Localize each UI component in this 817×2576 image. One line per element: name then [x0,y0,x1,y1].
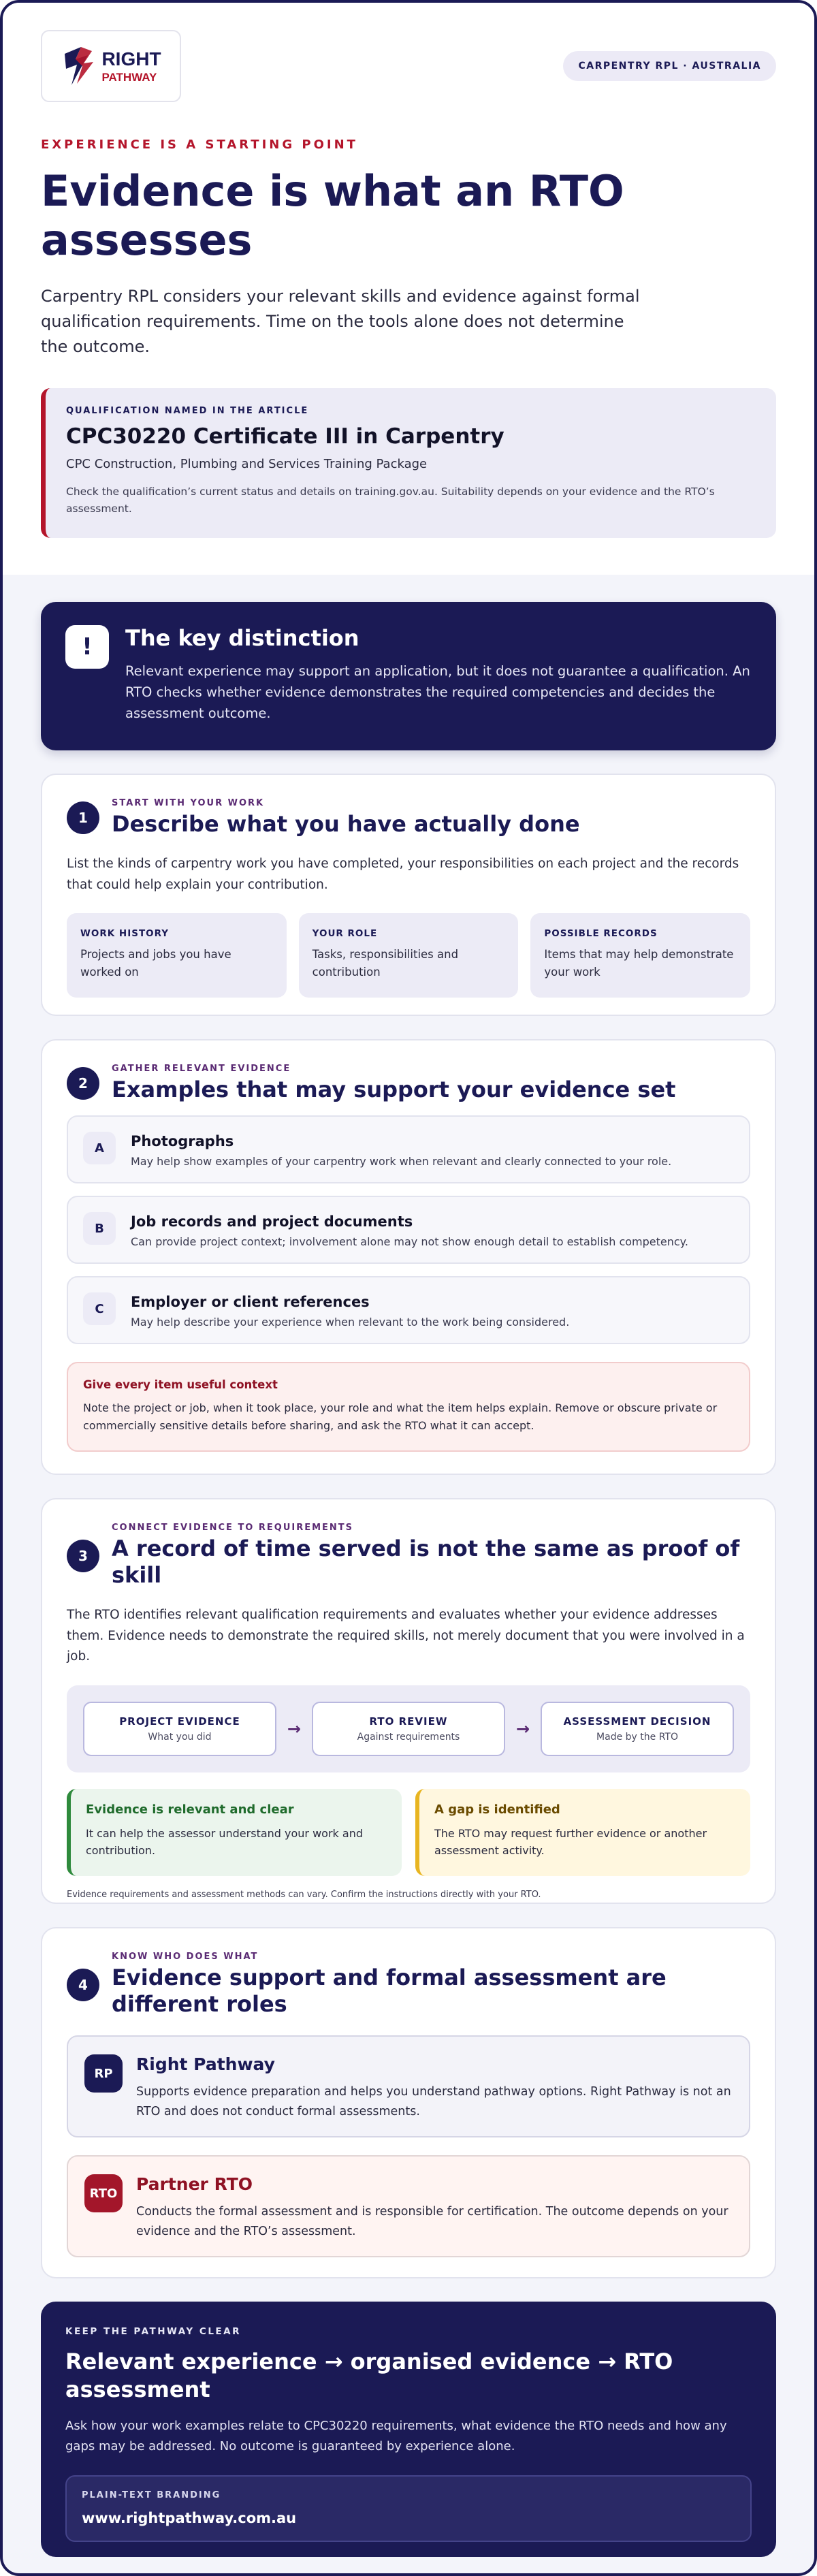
step-1-card [41,774,776,1016]
context-text: Note the project or job, when it took place, your role and what the item helps explain. Remove or obscure private or commercially sensitive details before sharing, and ask the RTO what it can accept. [83,1401,718,1433]
role-title: Right Pathway [136,2054,275,2075]
closing-banner [41,2302,776,2557]
page-title: Evidence is what an RTO assesses [41,166,624,265]
outcome-gap [415,1789,750,1876]
logo[interactable] [41,30,181,102]
evidence-letter: C [83,1292,116,1325]
branding-label: PLAIN-TEXT BRANDING [82,2490,221,2501]
flow-step-project-evidence [83,1702,276,1756]
step-3-card [41,1498,776,1904]
evidence-text: May help describe your experience when relevant to the work being considered. [131,1316,570,1329]
outcome-relevant [67,1789,402,1876]
fine-print: Evidence requirements and assessment methods can vary. Confirm the instructions directly with your RTO. [67,1889,541,1900]
hero-subtitle: Carpentry RPL considers your relevant skills and evidence against formal qualification requirements. Time on the tools alone does not determine the outcome. [41,286,640,357]
role-right-pathway [67,2035,750,2137]
tri-box-label: WORK HISTORY [80,928,170,940]
step-4-card [41,1927,776,2278]
logo-word-right: RIGHT [101,48,161,69]
main-content [3,575,814,2557]
outcome-text: It can help the assessor understand your work and contribution. [86,1826,363,1858]
evidence-item-references [67,1276,750,1344]
tri-box-label: YOUR ROLE [312,928,378,940]
step-4-title: Evidence support and formal assessment are different roles [112,1965,667,2018]
branding-box [65,2475,752,2542]
qualification-note: Check the qualification’s current status and details on training.gov.au. Suitability depends on your evidence and the RTO’s assessment. [66,486,715,515]
possible-records-box [530,913,750,998]
step-2-card [41,1039,776,1475]
tri-box-label: POSSIBLE RECORDS [544,928,658,940]
role-text: Conducts the formal assessment and is responsible for certification. The outcome depends on your evidence and the RTO’s assessment. [136,2205,728,2238]
evidence-list [67,1115,750,1344]
outcome-title: Evidence is relevant and clear [86,1802,294,1817]
top-bar [41,30,776,102]
evidence-letter: A [83,1132,116,1164]
evidence-title: Photographs [131,1133,234,1150]
role-badge: RP [84,2054,123,2093]
outcomes [67,1789,750,1876]
flow-step-sub: Against requirements [357,1731,460,1743]
step-3-description: The RTO identifies relevant qualification requirements and evaluates whether your evidence addresses them. Evidence needs to demonstrate the required skills, not merely document that you were involved in a job. [67,1608,745,1664]
arrow-right-icon: → [287,1719,302,1738]
outcome-title: A gap is identified [434,1802,560,1817]
step-2-title: Examples that may support your evidence set [112,1077,676,1102]
qualification-title: CPC30220 Certificate III in Carpentry [66,424,504,449]
evidence-item-job-records [67,1196,750,1264]
context-callout [67,1362,750,1452]
evidence-title: Job records and project documents [131,1213,413,1230]
qualification-card [41,388,776,538]
step-1-description: List the kinds of carpentry work you have completed, your responsibilities on each project and the records that could help explain your contribution. [67,857,739,892]
step-3-eyebrow: CONNECT EVIDENCE TO REQUIREMENTS [112,1523,354,1533]
closing-title: Relevant experience → organised evidence → RTO assessment [65,2349,673,2402]
evidence-letter: B [83,1212,116,1245]
tri-box-text: Projects and jobs you have worked on [80,948,231,979]
pathway-mark-icon [61,44,97,88]
your-role-box [299,913,519,998]
step-2-number: 2 [67,1067,99,1100]
qualification-package: CPC Construction, Plumbing and Services Training Package [66,457,428,472]
step-2-eyebrow: GATHER RELEVANT EVIDENCE [112,1064,291,1074]
evidence-text: Can provide project context; involvement alone may not show enough detail to establish competency. [131,1235,688,1249]
arrow-right-icon: → [515,1719,530,1738]
qualification-label: QUALIFICATION NAMED IN THE ARTICLE [66,406,309,417]
website-link[interactable]: www.rightpathway.com.au [82,2510,297,2527]
closing-eyebrow: KEEP THE PATHWAY CLEAR [65,2326,241,2337]
flow-step-rto-review [312,1702,505,1756]
hero-section [3,3,814,575]
logo-lockup [61,44,161,88]
evidence-text: May help show examples of your carpentry work when relevant and clearly connected to your role. [131,1155,672,1168]
step-1-title: Describe what you have actually done [112,811,580,837]
assessment-flow [67,1685,750,1772]
step-4-eyebrow: KNOW WHO DOES WHAT [112,1952,259,1962]
flow-step-title: RTO REVIEW [369,1715,448,1728]
work-history-box [67,913,287,998]
role-title: Partner RTO [136,2174,253,2195]
step-1-eyebrow: START WITH YOUR WORK [112,798,265,808]
step-4-number: 4 [67,1969,99,2001]
hero-eyebrow: EXPERIENCE IS A STARTING POINT [41,138,358,152]
role-text: Supports evidence preparation and helps you understand pathway options. Right Pathway is not an RTO and does not conduct formal assessments. [136,2085,731,2118]
flow-step-sub: Made by the RTO [596,1731,678,1743]
tri-box-text: Items that may help demonstrate your work [544,948,734,979]
key-distinction-text: Relevant experience may support an application, but it does not guarantee a qualification. An RTO checks whether evidence demonstrates the required competencies and decides the assessment outcome. [125,663,750,722]
key-distinction-banner [41,602,776,750]
region-badge: CARPENTRY RPL · AUSTRALIA [563,51,776,81]
step-3-title: A record of time served is not the same as proof of skill [112,1536,740,1589]
outcome-text: The RTO may request further evidence or another assessment activity. [434,1826,707,1858]
key-distinction-title: The key distinction [125,625,359,651]
step-1-boxes [67,913,750,998]
role-badge: RTO [84,2174,123,2212]
step-3-number: 3 [67,1540,99,1572]
flow-step-sub: What you did [148,1731,212,1743]
evidence-title: Employer or client references [131,1294,370,1311]
context-title: Give every item useful context [83,1378,278,1392]
step-1-number: 1 [67,801,99,834]
flow-step-assessment-decision [541,1702,734,1756]
tri-box-text: Tasks, responsibilities and contribution [312,948,459,979]
role-partner-rto [67,2155,750,2257]
evidence-item-photographs [67,1115,750,1183]
logo-word-pathway: PATHWAY [101,70,157,84]
flow-step-title: PROJECT EVIDENCE [119,1715,240,1728]
closing-text: Ask how your work examples relate to CPC30220 requirements, what evidence the RTO needs and how any gaps may be addressed. No outcome is guaranteed by experience alone. [65,2418,727,2453]
flow-step-title: ASSESSMENT DECISION [563,1715,711,1728]
exclamation-icon: ! [65,625,109,669]
